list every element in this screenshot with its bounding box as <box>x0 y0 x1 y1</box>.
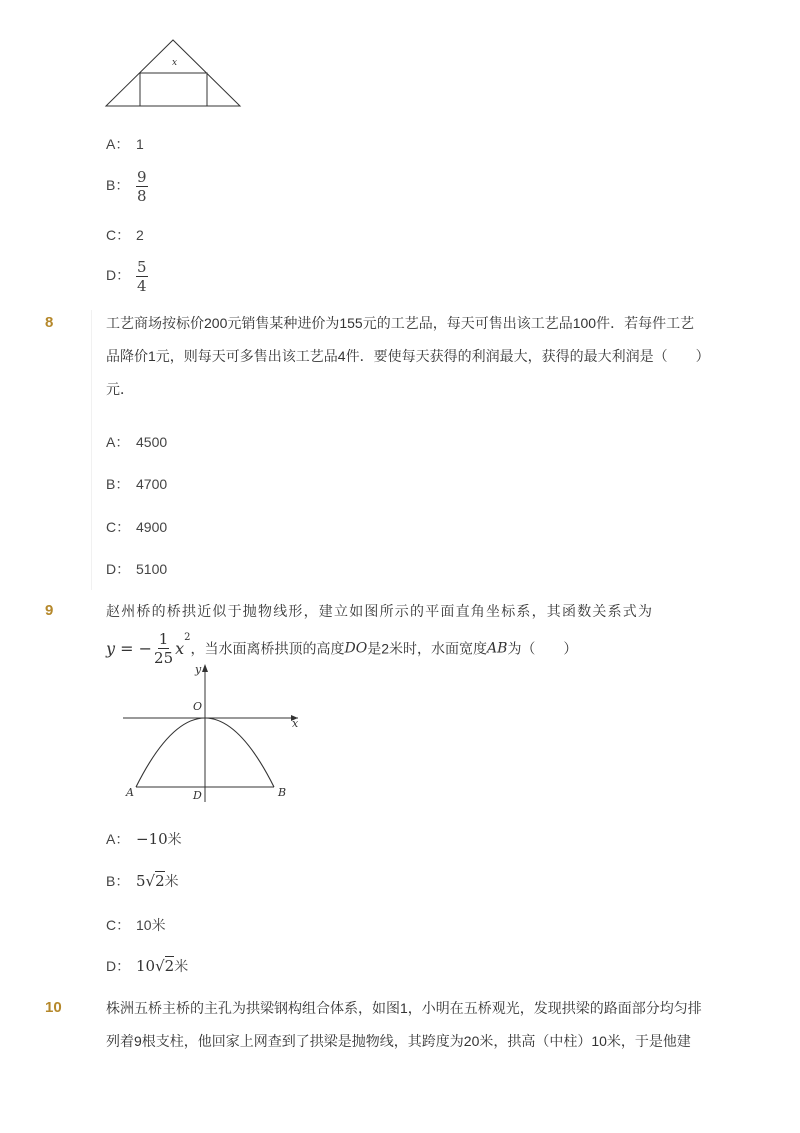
question-number: 10 <box>45 999 62 1016</box>
option-letter: A： <box>106 434 130 450</box>
radicand: 2 <box>155 872 165 890</box>
y-axis-label: y <box>195 663 202 676</box>
sqrt-icon: √ <box>145 872 156 890</box>
question-line: 株洲五桥主桥的主孔为拱梁钢构组合体系，如图1，小明在五桥观光，发现拱梁的路面部分均匀排 <box>106 1000 702 1016</box>
text-segment: 是2米时，水面宽度 <box>367 640 488 657</box>
option-d[interactable] <box>106 559 167 579</box>
formula-denominator: 25 <box>154 649 174 667</box>
fraction-denominator: 4 <box>137 277 147 295</box>
option-value: 2 <box>136 227 144 243</box>
option-letter: D： <box>106 958 131 974</box>
text-segment-italic: AB <box>487 640 508 657</box>
option-letter: D： <box>106 561 131 577</box>
option-a[interactable] <box>106 829 182 849</box>
option-letter: C： <box>106 227 131 243</box>
option-value: 4900 <box>136 519 168 535</box>
option-letter: A： <box>106 831 130 847</box>
question-line: 元． <box>106 381 134 397</box>
origin-label: O <box>193 700 203 713</box>
fraction-numerator: 5 <box>137 258 147 276</box>
question-line: 列着9根支柱，他回家上网查到了拱梁是抛物线，其跨度为20米，拱高（中柱）10米，于是他建 <box>106 1033 691 1049</box>
option-d[interactable] <box>106 956 188 976</box>
option-unit: 米 <box>167 831 182 847</box>
triangle-rectangle-figure <box>100 35 250 115</box>
figure-x-label: x <box>172 58 178 68</box>
point-d-label: D <box>193 789 202 802</box>
option-b[interactable] <box>106 871 179 891</box>
question-number: 8 <box>45 314 54 331</box>
text-segment-italic: DO <box>344 640 368 657</box>
fraction-denominator: 8 <box>137 187 147 205</box>
formula-numerator: 1 <box>158 630 169 648</box>
option-d[interactable] <box>106 258 148 295</box>
radicand: 2 <box>164 957 175 975</box>
option-value: 5100 <box>136 561 168 577</box>
option-letter: D： <box>106 267 131 284</box>
question-text <box>106 992 726 1058</box>
option-b[interactable] <box>106 168 148 205</box>
option-letter: B： <box>106 177 130 194</box>
formula-lhs: y = − <box>106 639 153 658</box>
option-b[interactable] <box>106 474 167 494</box>
divider-line <box>91 310 92 590</box>
sqrt-icon: √ <box>155 957 165 975</box>
option-a[interactable] <box>106 432 167 452</box>
option-c[interactable] <box>106 225 144 245</box>
question-line: 品降价1元，则每天可多售出该工艺品4件．要使每天获得的利润最大，获得的最大利润是（ ） <box>106 348 710 364</box>
fraction <box>136 258 148 295</box>
option-value: 10米 <box>136 917 166 933</box>
formula-variable: x <box>175 639 185 658</box>
option-value: 4500 <box>136 434 168 450</box>
x-axis-label: x <box>292 717 299 730</box>
option-letter: B： <box>106 873 130 889</box>
question-line: 工艺商场按标价200元销售某种进价为155元的工艺品，每天可售出该工艺品100件．若每件工艺 <box>106 315 695 331</box>
point-b-label: B <box>278 786 287 799</box>
option-value: −10 <box>136 830 168 848</box>
option-unit: 米 <box>174 958 189 974</box>
question-number: 9 <box>45 602 54 619</box>
parabola-figure <box>118 660 308 805</box>
option-value: 1 <box>136 136 144 152</box>
fraction-numerator: 9 <box>137 168 147 186</box>
formula-exponent: 2 <box>184 632 191 644</box>
option-letter: A： <box>106 136 130 152</box>
option-letter: B： <box>106 476 130 492</box>
option-a[interactable] <box>106 134 144 154</box>
option-c[interactable] <box>106 915 166 935</box>
option-value: 4700 <box>136 476 168 492</box>
text-segment: ，当水面离桥拱顶的高度 <box>190 640 345 657</box>
option-letter: C： <box>106 519 131 535</box>
point-a-label: A <box>126 786 134 799</box>
option-coefficient: 10 <box>136 957 156 975</box>
question-text <box>106 307 726 406</box>
option-unit: 米 <box>164 873 179 889</box>
text-segment: 为（ ） <box>507 640 578 657</box>
fraction <box>136 168 148 205</box>
option-coefficient: 5 <box>136 872 146 890</box>
question-line: 赵州桥的桥拱近似于抛物线形，建立如图所示的平面直角坐标系，其函数关系式为 <box>106 603 654 619</box>
option-c[interactable] <box>106 517 167 537</box>
option-letter: C： <box>106 917 131 933</box>
